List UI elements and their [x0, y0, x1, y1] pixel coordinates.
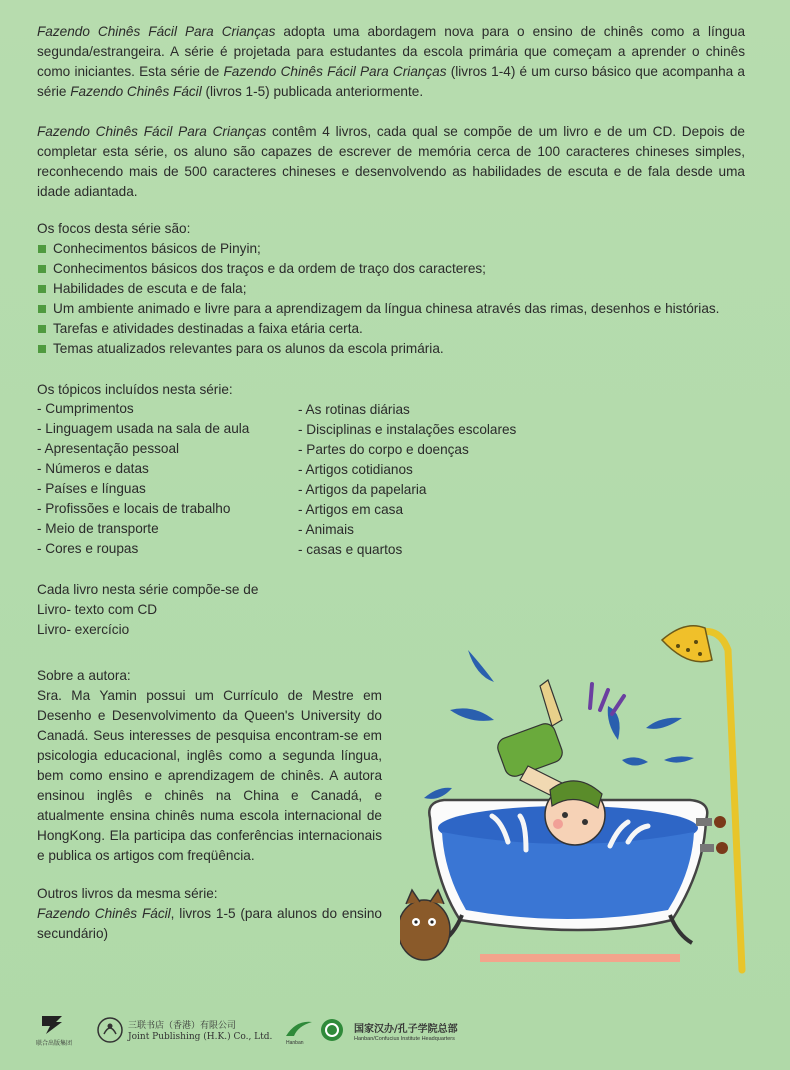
- intro-text: adopta uma abordagem nova para o ensino de chinês como a língua segunda/estrangeira. A série é projetada para estudantes da escola primária que começam a aprender o chinês como iniciantes. Esta série de: [37, 24, 745, 79]
- logo1-caption: 联合出版集团: [36, 1040, 73, 1047]
- list-item: - Cumprimentos: [37, 401, 134, 416]
- intro-paragraph-1: [37, 22, 745, 102]
- bathtub-illustration: [400, 610, 790, 990]
- list-item: Livro- exercício: [37, 622, 130, 637]
- joint-publishing-logo-icon: [96, 1016, 124, 1044]
- list-item: Tarefas e atividades destinadas a faixa etária certa.: [37, 319, 757, 339]
- list-item: Um ambiente animado e livre para a aprendizagem da língua chinesa através das rimas, desenhos e histórias.: [37, 299, 757, 319]
- author-heading: Sobre a autora:: [37, 668, 131, 683]
- logo2-english: Joint Publishing (H.K.) Co., Ltd.: [128, 1032, 273, 1042]
- shower-head-icon: [662, 626, 712, 662]
- intro-text: (livros 1-5) publicada anteriormente.: [201, 84, 424, 99]
- list-item: Conhecimentos básicos dos traços e da ordem de traço dos caracteres;: [37, 259, 757, 279]
- series-title: Fazendo Chinês Fácil: [70, 84, 202, 99]
- intro-text: contêm 4 livros, cada qual se compõe de um livro e de um CD. Depois de completar esta série, os aluno são capazes de escrever de memória cerca de 100 caracteres chineses simples, reconhecendo mais de 500 caracteres chineses e desenvolvendo as habilidades de escuta e de fala desde uma idade adiantada.: [37, 124, 745, 199]
- topics-heading: Os tópicos incluídos nesta série:: [37, 382, 233, 397]
- other-books-text: Fazendo Chinês Fácil, livros 1-5 (para alunos do ensino secundário): [37, 906, 382, 941]
- list-item: - Artigos da papelaria: [298, 482, 427, 497]
- focus-section: [37, 219, 757, 359]
- list-item: - Profissões e locais de trabalho: [37, 501, 231, 516]
- hanban-logo-icon: [284, 1018, 314, 1040]
- list-item: Habilidades de escuta e de fala;: [37, 279, 757, 299]
- list-item: - Artigos em casa: [298, 502, 404, 517]
- logo4-chinese: 国家汉办/孔子学院总部: [354, 1024, 458, 1035]
- list-item: - Números e datas: [37, 461, 149, 476]
- intro-text: (livros 1-4) é um curso básico que acompanha a série: [37, 64, 745, 99]
- series-title: Fazendo Chinês Fácil Para Crianças: [223, 64, 447, 79]
- focus-list: [37, 239, 757, 359]
- author-bio: Sra. Ma Yamin possui um Currículo de Mestre em Desenho e Desenvolvimento da Queen's University do Canadá. Seus interesses de pesquisa encontram-se em psicologia educacional, inglês como a segunda língua, bem como ensino e aprendizagem de chinês. A autora ensinou inglês e chinês na China e Canadá, e atualmente ensina chinês numa escola internacional de HongKong. Ela participa das conferências internacionais e publica os artigos com freqüência.: [37, 688, 382, 863]
- series-title: Fazendo Chinês Fácil: [37, 906, 171, 921]
- intro-paragraph-2: [37, 122, 745, 202]
- list-item: - Linguagem usada na sala de aula: [37, 421, 250, 436]
- other-books-heading: Outros livros da mesma série:: [37, 886, 218, 901]
- list-item: Conhecimentos básicos de Pinyin;: [37, 239, 757, 259]
- logo2-chinese: 三联书店（香港）有限公司: [128, 1021, 237, 1031]
- series-title: Fazendo Chinês Fácil Para Crianças: [37, 24, 276, 39]
- list-item: - Cores e roupas: [37, 541, 139, 556]
- confucius-institute-logo-icon: [320, 1018, 344, 1042]
- series-title: Fazendo Chinês Fácil Para Crianças: [37, 124, 267, 139]
- topics-right-column: [298, 400, 516, 560]
- focus-heading: Os focos desta série são:: [37, 221, 191, 236]
- list-item: - Partes do corpo e doenças: [298, 442, 469, 457]
- list-item: - Animais: [298, 522, 354, 537]
- logo4-english: Hanban/Confucius Institute Headquarters: [354, 1036, 455, 1042]
- composition-heading: Cada livro nesta série compõe-se de: [37, 582, 259, 597]
- footer-logos: [0, 1012, 790, 1052]
- list-item: - Apresentação pessoal: [37, 441, 180, 456]
- list-item: - Disciplinas e instalações escolares: [298, 422, 517, 437]
- logo3-caption: Hanban: [286, 1040, 304, 1046]
- list-item: - Meio de transporte: [37, 521, 159, 536]
- sino-united-logo-icon: [38, 1012, 66, 1036]
- list-item: - Países e línguas: [37, 481, 146, 496]
- list-item: Livro- texto com CD: [37, 602, 158, 617]
- list-item: - Artigos cotidianos: [298, 462, 413, 477]
- list-item: - As rotinas diárias: [298, 402, 410, 417]
- list-item: - casas e quartos: [298, 542, 403, 557]
- composition-section: [37, 580, 258, 640]
- topics-left-column: [37, 399, 249, 559]
- cat-icon: [400, 890, 450, 960]
- list-item: Temas atualizados relevantes para os alunos da escola primária.: [37, 339, 757, 359]
